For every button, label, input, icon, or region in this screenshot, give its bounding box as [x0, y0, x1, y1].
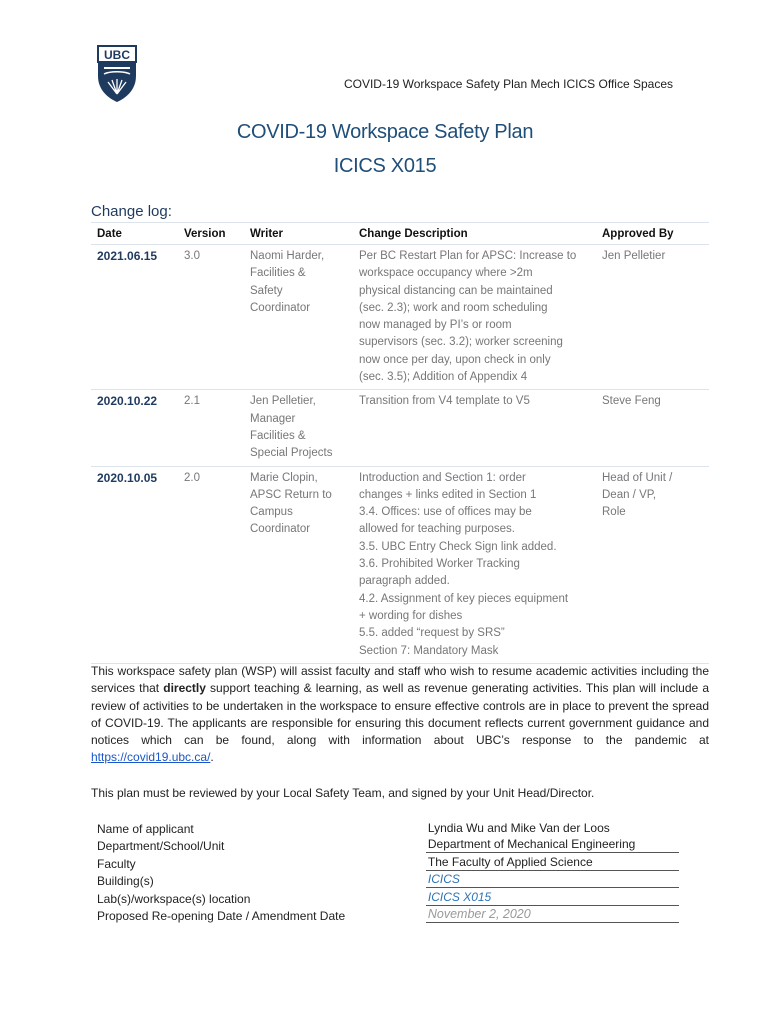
- description-cell-line: 3.4. Offices: use of offices may be: [359, 506, 532, 519]
- writer-cell-line: Coordinator: [250, 301, 311, 314]
- field-value: ICICS: [426, 872, 679, 888]
- description-cell-line: now managed by PI’s or room: [359, 319, 512, 332]
- applicant-fields: [97, 818, 679, 923]
- description-cell: [353, 245, 596, 390]
- approved-by-cell-line: Jen Pelletier: [602, 250, 666, 262]
- table-row: [91, 245, 709, 390]
- field-row: [97, 853, 679, 871]
- approved-by-cell-line: Role: [602, 506, 626, 519]
- field-value: Department of Mechanical Engineering: [426, 837, 679, 853]
- writer-cell-line: Naomi Harder,: [250, 250, 325, 262]
- field-label: Faculty: [97, 856, 136, 871]
- document-title: COVID-19 Workspace Safety Plan: [236, 121, 534, 143]
- description-cell-line: Per BC Restart Plan for APSC: Increase to: [359, 250, 577, 262]
- field-label: Building(s): [97, 874, 154, 888]
- review-note: This plan must be reviewed by your Local Safety Team, and signed by your Unit Head/Director.: [91, 786, 595, 800]
- table-header-row: [91, 223, 709, 245]
- table-row: [91, 390, 709, 466]
- writer-cell-line: Special Projects: [250, 447, 333, 460]
- approved-by-cell-line: Steve Feng: [602, 395, 661, 408]
- writer-cell-line: Jen Pelletier,: [250, 395, 316, 408]
- approved-by-cell: [596, 245, 709, 390]
- description-cell-line: 3.6. Prohibited Worker Tracking: [359, 558, 520, 571]
- description-cell: [353, 466, 596, 663]
- writer-cell-line: Safety: [250, 284, 283, 297]
- writer-cell: [244, 245, 353, 390]
- description-cell-line: Section 7: Mandatory Mask: [359, 644, 499, 657]
- description-cell-line: (sec. 3.5); Addition of Appendix 4: [359, 371, 528, 384]
- covid-link[interactable]: https://covid19.ubc.ca/: [91, 750, 211, 765]
- date-cell: 2020.10.22: [91, 390, 178, 466]
- description-cell-line: (sec. 2.3); work and room scheduling: [359, 301, 548, 314]
- field-value: The Faculty of Applied Science: [426, 855, 679, 871]
- column-header-version: Version: [178, 223, 244, 245]
- running-header: COVID-19 Workspace Safety Plan Mech ICICS Office Spaces: [343, 77, 673, 91]
- version-cell: 3.0: [178, 245, 244, 390]
- field-row: [97, 906, 679, 924]
- date-cell: 2020.10.05: [91, 466, 178, 663]
- description-cell-line: now once per day, upon check in only: [359, 353, 551, 366]
- change-log-heading: Change log:: [91, 203, 172, 220]
- field-value: Lyndia Wu and Mike Van der Loos: [427, 820, 610, 835]
- column-header-date: Date: [91, 223, 178, 245]
- column-header-approved-by: Approved By: [596, 223, 709, 245]
- description-cell-line: allowed for teaching purposes.: [359, 523, 515, 536]
- table-row: [91, 466, 709, 663]
- writer-cell-line: Facilities &: [250, 267, 306, 280]
- approved-by-cell: [596, 466, 709, 663]
- description-cell-line: Transition from V4 template to V5: [359, 395, 530, 408]
- writer-cell-line: Facilities &: [250, 429, 306, 442]
- intro-paragraph: [91, 663, 709, 767]
- document-subtitle: ICICS X015: [333, 155, 437, 177]
- writer-cell-line: Campus: [250, 506, 293, 519]
- writer-cell-line: Manager: [250, 412, 296, 425]
- field-row: [97, 818, 679, 836]
- approved-by-cell: [596, 390, 709, 466]
- description-cell-line: workspace occupancy where >2m: [359, 267, 533, 280]
- column-header-description: Change Description: [353, 223, 596, 245]
- ubc-logo: [96, 44, 138, 104]
- description-cell-line: 4.2. Assignment of key pieces equipment: [359, 592, 569, 605]
- field-row: [97, 871, 679, 889]
- version-cell: 2.0: [178, 466, 244, 663]
- description-cell-line: supervisors (sec. 3.2); worker screening: [359, 336, 563, 349]
- intro-emphasis: directly: [163, 681, 206, 696]
- date-cell: 2021.06.15: [91, 245, 178, 390]
- description-cell: [353, 390, 596, 466]
- intro-text-1: This workspace safety plan (WSP) will assist faculty and staff who wish to resume academic activities including the services that: [91, 664, 709, 696]
- field-value: ICICS X015: [426, 890, 679, 906]
- approved-by-cell-line: Dean / VP,: [602, 488, 657, 501]
- field-label: Lab(s)/workspace(s) location: [97, 891, 251, 906]
- logo-text: UBC: [104, 48, 130, 62]
- intro-text-3: .: [210, 750, 214, 765]
- writer-cell-line: APSC Return to: [250, 488, 332, 501]
- field-row: [97, 836, 679, 854]
- description-cell-line: 5.5. added “request by SRS”: [359, 627, 505, 640]
- description-cell-line: Introduction and Section 1: order: [359, 471, 526, 484]
- approved-by-cell-line: Head of Unit /: [602, 471, 673, 484]
- field-row: [97, 888, 679, 906]
- writer-cell: [244, 466, 353, 663]
- field-label: Proposed Re-opening Date / Amendment Date: [97, 909, 346, 923]
- version-cell: 2.1: [178, 390, 244, 466]
- field-label: Department/School/Unit: [97, 839, 225, 853]
- change-log-table: [91, 222, 709, 664]
- field-label: Name of applicant: [97, 821, 194, 836]
- description-cell-line: + wording for dishes: [359, 609, 463, 622]
- writer-cell-line: Coordinator: [250, 523, 311, 536]
- description-cell-line: 3.5. UBC Entry Check Sign link added.: [359, 540, 557, 553]
- writer-cell: [244, 390, 353, 466]
- column-header-writer: Writer: [244, 223, 353, 245]
- intro-text-2: support teaching & learning, as well as revenue generating activities. This plan will include a review of activities to be undertaken in the workspace to ensure effective controls are in place to prevent the spread of COVID-19. The applicants are responsible for ensuring this document reflects current government guidance and notices which can be found, along with information about UBC’s response to the pandemic at: [91, 681, 709, 748]
- description-cell-line: changes + links edited in Section 1: [359, 488, 537, 501]
- description-cell-line: physical distancing can be maintained: [359, 284, 553, 297]
- description-cell-line: paragraph added.: [359, 575, 450, 588]
- writer-cell-line: Marie Clopin,: [250, 471, 318, 484]
- field-value: November 2, 2020: [426, 907, 679, 923]
